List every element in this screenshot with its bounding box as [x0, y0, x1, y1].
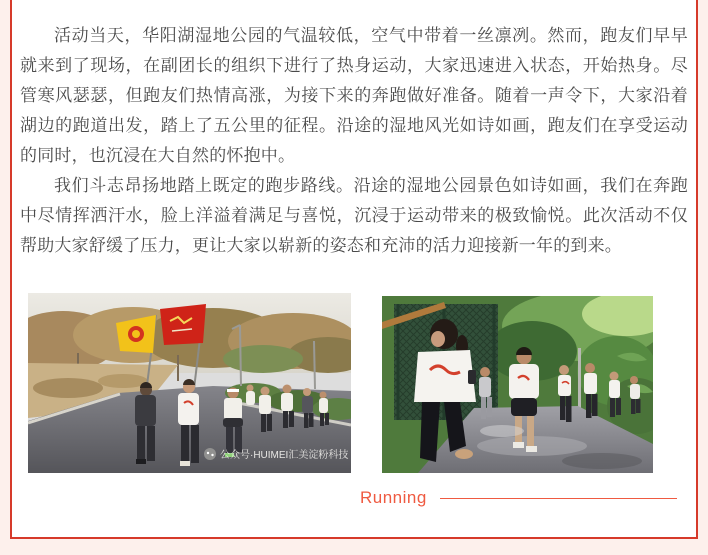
- photo-row: [28, 293, 696, 473]
- article-frame: [10, 0, 698, 539]
- paragraph-1: 活动当天，华阳湖湿地公园的气温较低，空气中带着一丝凛冽。然而，跑友们早早就来到了现场，在副团长的组织下进行了热身运动，大家迅速进入状态，开始热身。尽管寒风瑟瑟，但跑友们热情高涨，为接下来的奔跑做好准备。随着一声令下，大家沿着湖边的跑道出发，踏上了五公里的征程。沿途的湿地风光如诗如画，跑友们在享受运动的同时，也沉浸在大自然的怀抱中。: [20, 26, 688, 165]
- running-label: Running: [360, 488, 427, 507]
- watermark: [204, 448, 348, 461]
- caption-row: [12, 486, 696, 510]
- paragraph-2: 我们斗志昂扬地踏上既定的跑步路线。沿途的湿地公园景色如诗如画，我们在奔跑中尽情挥洒汗水，脸上洋溢着满足与喜悦，沉浸于运动带来的极致愉悦。此次活动不仅帮助大家舒缓了压力，更让大家以崭新的姿态和充沛的活力迎接新一年的到来。: [20, 176, 688, 255]
- red-flag: [160, 304, 206, 345]
- wechat-icon: [204, 448, 216, 460]
- watermark-text: 公众号·HUIMEI汇美淀粉科技: [220, 450, 349, 461]
- article-body: [20, 21, 688, 261]
- left-photo-runners-flags: [28, 293, 351, 473]
- caption-divider-line: [440, 498, 677, 499]
- right-photo-runners-path: [382, 296, 653, 473]
